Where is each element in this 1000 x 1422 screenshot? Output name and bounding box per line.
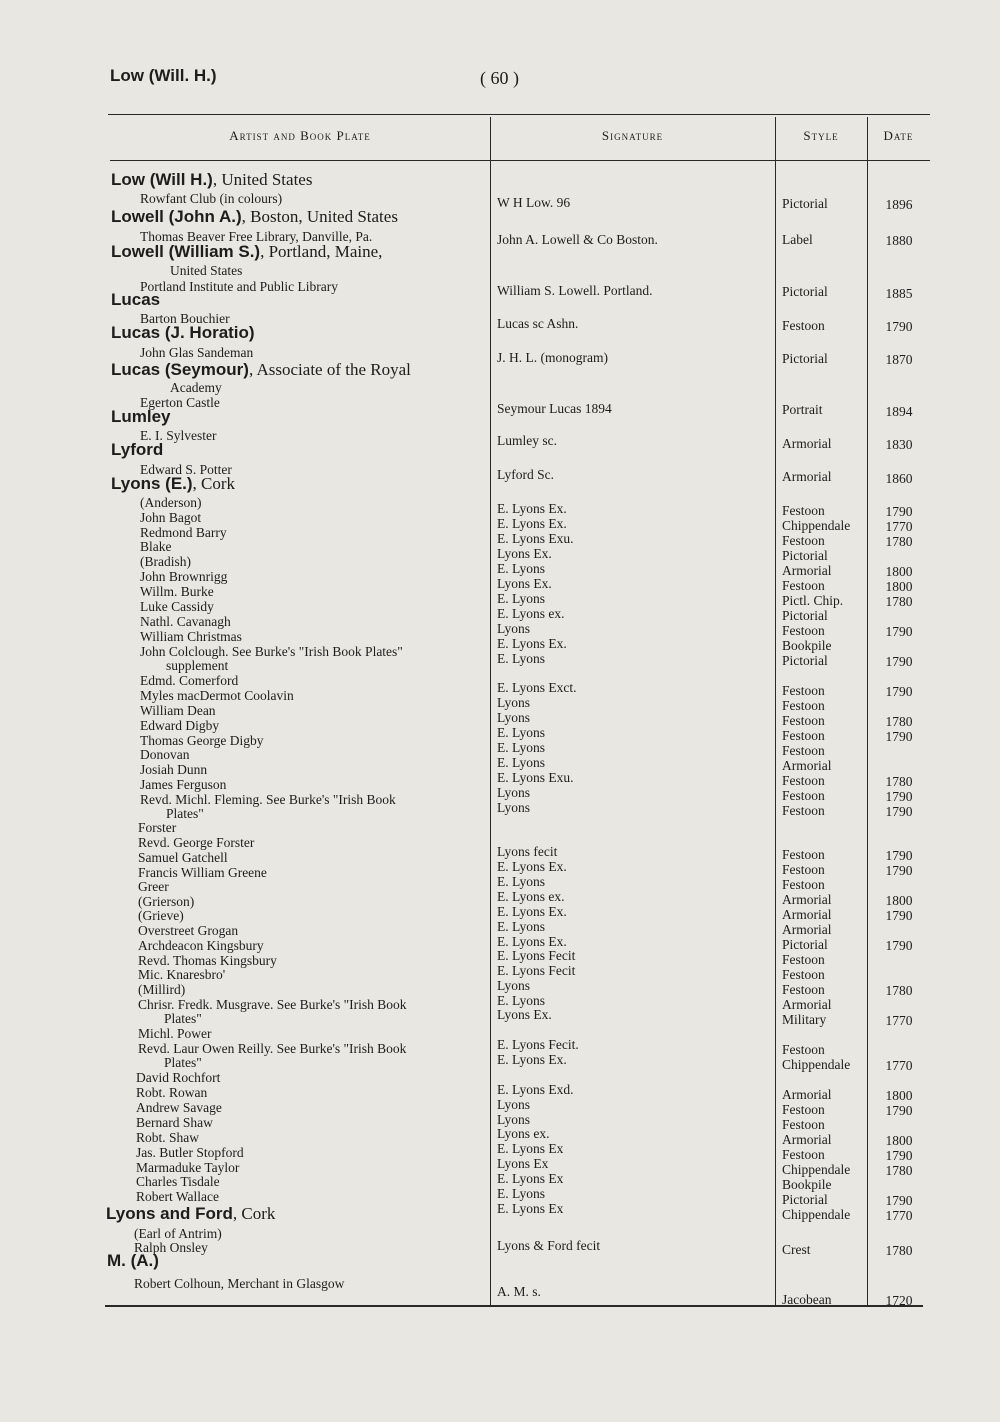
style-cell: Festoon: [782, 533, 825, 548]
signature-cell: E. Lyons Exu.: [497, 531, 574, 546]
signature-cell: E. Lyons Exct.: [497, 680, 577, 695]
book-plate-owner: Ralph Onsley: [134, 1240, 208, 1255]
style-cell: Armorial: [782, 469, 832, 484]
book-plate-owner: (Earl of Antrim): [134, 1226, 222, 1241]
book-plate-owner: United States: [170, 263, 243, 278]
style-cell: Crest: [782, 1242, 811, 1257]
signature-cell: J. H. L. (monogram): [497, 350, 608, 365]
book-plate-owner: (Millird): [138, 982, 186, 997]
book-plate-owner: Greer: [138, 879, 169, 894]
column-divider-date: [867, 117, 868, 1305]
style-cell: Festoon: [782, 743, 825, 758]
column-header-date: Date: [883, 128, 914, 143]
date-cell: 1790: [885, 1193, 913, 1208]
date-cell: 1780: [885, 983, 913, 998]
style-cell: Armorial: [782, 892, 832, 907]
style-cell: Festoon: [782, 1042, 825, 1057]
signature-cell: E. Lyons: [497, 755, 546, 770]
artist-location: , United States: [212, 170, 313, 189]
style-cell: Bookpile: [782, 638, 832, 653]
date-cell: 1790: [885, 504, 913, 519]
signature-cell: E. Lyons Ex.: [497, 636, 567, 651]
style-cell: Chippendale: [782, 1162, 851, 1177]
book-plate-owner: Blake: [140, 539, 172, 554]
signature-cell: E. Lyons: [497, 993, 546, 1008]
date-cell: 1770: [885, 519, 913, 534]
signature-cell: Lyons Ex.: [497, 546, 552, 561]
artist-location: , Associate of the Royal: [248, 360, 411, 379]
book-plate-owner: E. I. Sylvester: [140, 428, 217, 443]
artist-heading: [111, 209, 398, 224]
date-cell: 1780: [885, 1163, 913, 1178]
style-cell: Chippendale: [782, 1057, 851, 1072]
signature-cell: E. Lyons: [497, 874, 546, 889]
style-cell: Armorial: [782, 436, 832, 451]
book-plate-owner: William Dean: [140, 703, 216, 718]
date-cell: 1800: [885, 564, 913, 579]
book-plate-owner: John Bagot: [140, 510, 202, 525]
book-plate-owner: Barton Bouchier: [140, 311, 230, 326]
style-cell: Pictorial: [782, 548, 828, 563]
book-plate-owner: Robt. Shaw: [136, 1130, 200, 1145]
book-plate-owner: Myles macDermot Coolavin: [140, 688, 294, 703]
style-cell: Pictorial: [782, 284, 828, 299]
book-plate-owner: Thomas George Digby: [140, 733, 264, 748]
header-bottom-rule: [110, 160, 930, 161]
date-cell: 1894: [885, 404, 913, 419]
style-cell: Festoon: [782, 503, 825, 518]
style-cell: Chippendale: [782, 1207, 851, 1222]
style-cell: Festoon: [782, 773, 825, 788]
signature-cell: E. Lyons Ex.: [497, 516, 567, 531]
style-cell: Armorial: [782, 1087, 832, 1102]
book-plate-owner: Robert Wallace: [136, 1189, 220, 1204]
artist-location: , Cork: [232, 1204, 276, 1223]
style-cell: Festoon: [782, 982, 825, 997]
book-plate-owner: Redmond Barry: [140, 525, 227, 540]
signature-cell: E. Lyons: [497, 740, 546, 755]
artist-name: M. (A.): [107, 1251, 159, 1270]
artist-heading: [111, 244, 382, 259]
book-plate-owner: John Colclough. See Burke's "Irish Book Plates": [140, 644, 403, 659]
style-cell: Festoon: [782, 698, 825, 713]
date-cell: 1790: [885, 729, 913, 744]
style-cell: Label: [782, 232, 813, 247]
book-plate-owner: Edmd. Comerford: [140, 673, 239, 688]
artist-location: , Boston, United States: [241, 207, 398, 226]
artist-name: Lyons (E.): [111, 474, 193, 493]
book-plate-owner: William Christmas: [140, 629, 242, 644]
book-plate-owner: Robt. Rowan: [136, 1085, 208, 1100]
style-cell: Festoon: [782, 967, 825, 982]
date-cell: 1790: [885, 624, 913, 639]
book-plate-owner: supplement: [166, 658, 229, 673]
signature-cell: John A. Lowell & Co Boston.: [497, 232, 658, 247]
book-plate-owner: (Anderson): [140, 495, 202, 510]
book-plate-owner: James Ferguson: [140, 777, 227, 792]
book-plate-owner: Forster: [138, 820, 177, 835]
signature-cell: Lyons: [497, 1097, 531, 1112]
signature-cell: E. Lyons Ex.: [497, 501, 567, 516]
book-plate-owner: Donovan: [140, 747, 190, 762]
style-cell: Festoon: [782, 847, 825, 862]
signature-cell: E. Lyons Exd.: [497, 1082, 574, 1097]
book-plate-owner: Thomas Beaver Free Library, Danville, Pa.: [140, 229, 373, 244]
signature-cell: Lyons: [497, 800, 531, 815]
date-cell: 1780: [885, 774, 913, 789]
book-plate-owner: Egerton Castle: [140, 395, 220, 410]
date-cell: 1770: [885, 1208, 913, 1223]
book-plate-owner: Overstreet Grogan: [138, 923, 239, 938]
date-cell: 1885: [885, 286, 913, 301]
date-cell: 1770: [885, 1058, 913, 1073]
book-plate-owner: John Glas Sandeman: [140, 345, 254, 360]
date-cell: 1790: [885, 938, 913, 953]
signature-cell: E. Lyons Ex.: [497, 904, 567, 919]
book-plate-owner: Archdeacon Kingsbury: [138, 938, 264, 953]
book-plate-owner: Edward Digby: [140, 718, 220, 733]
signature-cell: William S. Lowell. Portland.: [497, 283, 653, 298]
style-cell: Pictorial: [782, 1192, 828, 1207]
book-plate-owner: Nathl. Cavanagh: [140, 614, 231, 629]
signature-cell: Lyons: [497, 978, 531, 993]
book-plate-owner: Josiah Dunn: [140, 762, 208, 777]
date-cell: 1790: [885, 1103, 913, 1118]
book-plate-owner: Plates": [166, 806, 204, 821]
book-plate-owner: Revd. George Forster: [138, 835, 255, 850]
book-plate-owner: Mic. Knaresbro': [138, 967, 226, 982]
style-cell: Festoon: [782, 803, 825, 818]
date-cell: 1790: [885, 654, 913, 669]
book-plate-owner: Bernard Shaw: [136, 1115, 213, 1130]
signature-cell: Lyons: [497, 621, 531, 636]
style-cell: Festoon: [782, 1147, 825, 1162]
artist-name: Lowell (John A.): [111, 207, 242, 226]
book-plate-owner: (Grierson): [138, 894, 195, 909]
artist-heading: [111, 325, 255, 340]
style-cell: Pictl. Chip.: [782, 593, 844, 608]
signature-cell: Lyons Ex.: [497, 576, 552, 591]
signature-cell: E. Lyons Ex: [497, 1201, 564, 1216]
date-cell: 1800: [885, 579, 913, 594]
date-cell: 1830: [885, 437, 913, 452]
book-plate-owner: Chrisr. Fredk. Musgrave. See Burke's "Irish Book: [138, 997, 407, 1012]
style-cell: Festoon: [782, 713, 825, 728]
artist-heading: [107, 1253, 159, 1268]
artist-heading: [111, 409, 171, 424]
style-cell: Festoon: [782, 623, 825, 638]
artist-name: Lowell (William S.): [111, 242, 261, 261]
style-cell: Festoon: [782, 862, 825, 877]
book-plate-owner: Jas. Butler Stopford: [136, 1145, 244, 1160]
style-cell: Armorial: [782, 1132, 832, 1147]
artist-heading: [111, 172, 312, 187]
artist-heading: [111, 442, 163, 457]
style-cell: Armorial: [782, 922, 832, 937]
signature-cell: E. Lyons Ex: [497, 1141, 564, 1156]
signature-cell: Lyford Sc.: [497, 467, 554, 482]
style-cell: Armorial: [782, 907, 832, 922]
table-top-rule: [108, 114, 930, 115]
signature-cell: E. Lyons: [497, 651, 546, 666]
book-plate-owner: Revd. Michl. Fleming. See Burke's "Irish Book: [140, 792, 396, 807]
book-plate-owner: Plates": [164, 1011, 202, 1026]
signature-cell: E. Lyons: [497, 561, 546, 576]
book-plate-owner: Francis William Greene: [138, 865, 267, 880]
signature-cell: Lyons fecit: [497, 844, 558, 859]
artist-name: Lucas (Seymour): [111, 360, 249, 379]
date-cell: 1790: [885, 863, 913, 878]
column-header-signature: Signature: [601, 128, 664, 143]
style-cell: Festoon: [782, 1102, 825, 1117]
page-number: ( 60 ): [480, 68, 519, 88]
artist-name: Lucas (J. Horatio): [111, 323, 255, 342]
signature-cell: Lyons & Ford fecit: [497, 1238, 601, 1253]
book-plate-owner: Charles Tisdale: [136, 1174, 220, 1189]
signature-cell: E. Lyons ex.: [497, 606, 565, 621]
signature-cell: E. Lyons: [497, 919, 546, 934]
signature-cell: Lumley sc.: [497, 433, 557, 448]
style-cell: Pictorial: [782, 653, 828, 668]
date-cell: 1790: [885, 1148, 913, 1163]
signature-cell: E. Lyons Ex.: [497, 934, 567, 949]
book-plate-owner: Luke Cassidy: [140, 599, 214, 614]
book-plate-owner: Marmaduke Taylor: [136, 1160, 240, 1175]
date-cell: 1790: [885, 908, 913, 923]
book-plate-owner: Rowfant Club (in colours): [140, 191, 283, 206]
date-cell: 1896: [885, 197, 913, 212]
style-cell: Military: [782, 1012, 827, 1027]
signature-cell: E. Lyons Fecit: [497, 963, 576, 978]
signature-cell: A. M. s.: [497, 1284, 541, 1299]
style-cell: Portrait: [782, 402, 823, 417]
artist-location: , Cork: [192, 474, 236, 493]
book-plate-owner: Academy: [170, 380, 222, 395]
artist-name: Lyons and Ford: [106, 1204, 233, 1223]
date-cell: 1790: [885, 789, 913, 804]
book-plate-owner: Revd. Thomas Kingsbury: [138, 953, 277, 968]
style-cell: Pictorial: [782, 196, 828, 211]
signature-cell: Lyons: [497, 785, 531, 800]
date-cell: 1780: [885, 714, 913, 729]
signature-cell: E. Lyons Ex.: [497, 859, 567, 874]
style-cell: Festoon: [782, 578, 825, 593]
date-cell: 1790: [885, 848, 913, 863]
book-plate-owner: David Rochfort: [136, 1070, 221, 1085]
book-plate-owner: Plates": [164, 1055, 202, 1070]
artist-heading: [111, 292, 160, 307]
signature-cell: Lyons Ex: [497, 1156, 549, 1171]
column-divider-signature: [490, 117, 491, 1305]
date-cell: 1780: [885, 534, 913, 549]
style-cell: Chippendale: [782, 518, 851, 533]
style-cell: Pictorial: [782, 608, 828, 623]
signature-cell: E. Lyons Ex: [497, 1171, 564, 1186]
style-cell: Festoon: [782, 318, 825, 333]
date-cell: 1790: [885, 804, 913, 819]
date-cell: 1780: [885, 594, 913, 609]
signature-cell: E. Lyons: [497, 591, 546, 606]
date-cell: 1870: [885, 352, 913, 367]
book-plate-owner: (Grieve): [138, 908, 184, 923]
style-cell: Festoon: [782, 728, 825, 743]
date-cell: 1860: [885, 471, 913, 486]
style-cell: Bookpile: [782, 1177, 832, 1192]
style-cell: Armorial: [782, 563, 832, 578]
date-cell: 1790: [885, 684, 913, 699]
artist-name: Lyford: [111, 440, 164, 459]
style-cell: Festoon: [782, 1117, 825, 1132]
style-cell: Festoon: [782, 788, 825, 803]
book-plate-owner: Edward S. Potter: [140, 462, 232, 477]
book-plate-owner: John Brownrigg: [140, 569, 228, 584]
style-cell: Armorial: [782, 758, 832, 773]
style-cell: Festoon: [782, 877, 825, 892]
column-header-style: Style: [803, 128, 839, 143]
date-cell: 1800: [885, 893, 913, 908]
date-cell: 1770: [885, 1013, 913, 1028]
date-cell: 1720: [885, 1293, 913, 1308]
date-cell: 1790: [885, 319, 913, 334]
artist-name: Low (Will H.): [111, 170, 213, 189]
artist-heading: [111, 476, 235, 491]
date-cell: 1800: [885, 1088, 913, 1103]
artist-location: , Portland, Maine,: [260, 242, 383, 261]
signature-cell: Lucas sc Ashn.: [497, 316, 579, 331]
signature-cell: E. Lyons ex.: [497, 889, 565, 904]
signature-cell: Seymour Lucas 1894: [497, 401, 612, 416]
date-cell: 1800: [885, 1133, 913, 1148]
signature-cell: E. Lyons: [497, 725, 546, 740]
signature-cell: Lyons: [497, 695, 531, 710]
signature-cell: Lyons ex.: [497, 1126, 550, 1141]
column-header-artist: Artist and Book Plate: [229, 128, 371, 143]
signature-cell: E. Lyons Ex.: [497, 1052, 567, 1067]
book-plate-owner: Portland Institute and Public Library: [140, 279, 338, 294]
date-cell: 1780: [885, 1243, 913, 1258]
book-plate-owner: (Bradish): [140, 554, 191, 569]
signature-cell: E. Lyons: [497, 1186, 546, 1201]
book-plate-owner: Robert Colhoun, Merchant in Glasgow: [134, 1276, 345, 1291]
signature-cell: E. Lyons Fecit: [497, 948, 576, 963]
artist-heading: [106, 1206, 275, 1221]
book-plate-owner: Revd. Laur Owen Reilly. See Burke's "Irish Book: [138, 1041, 407, 1056]
column-divider-style: [775, 117, 776, 1305]
signature-cell: Lyons Ex.: [497, 1007, 552, 1022]
book-plate-owner: Michl. Power: [138, 1026, 212, 1041]
book-plate-owner: Andrew Savage: [136, 1100, 222, 1115]
signature-cell: Lyons: [497, 1112, 531, 1127]
signature-cell: Lyons: [497, 710, 531, 725]
signature-cell: E. Lyons Exu.: [497, 770, 574, 785]
artist-name: Lucas: [111, 290, 161, 309]
artist-heading: [111, 362, 411, 377]
style-cell: Festoon: [782, 683, 825, 698]
style-cell: Pictorial: [782, 351, 828, 366]
style-cell: Jacobean: [782, 1292, 832, 1307]
signature-cell: W H Low. 96: [497, 195, 571, 210]
style-cell: Pictorial: [782, 937, 828, 952]
date-cell: 1880: [885, 233, 913, 248]
book-plate-owner: Willm. Burke: [140, 584, 214, 599]
artist-name: Lumley: [111, 407, 171, 426]
signature-cell: E. Lyons Fecit.: [497, 1037, 579, 1052]
running-head: Low (Will. H.): [110, 66, 217, 85]
style-cell: Festoon: [782, 952, 825, 967]
book-plate-owner: Samuel Gatchell: [138, 850, 228, 865]
style-cell: Armorial: [782, 997, 832, 1012]
